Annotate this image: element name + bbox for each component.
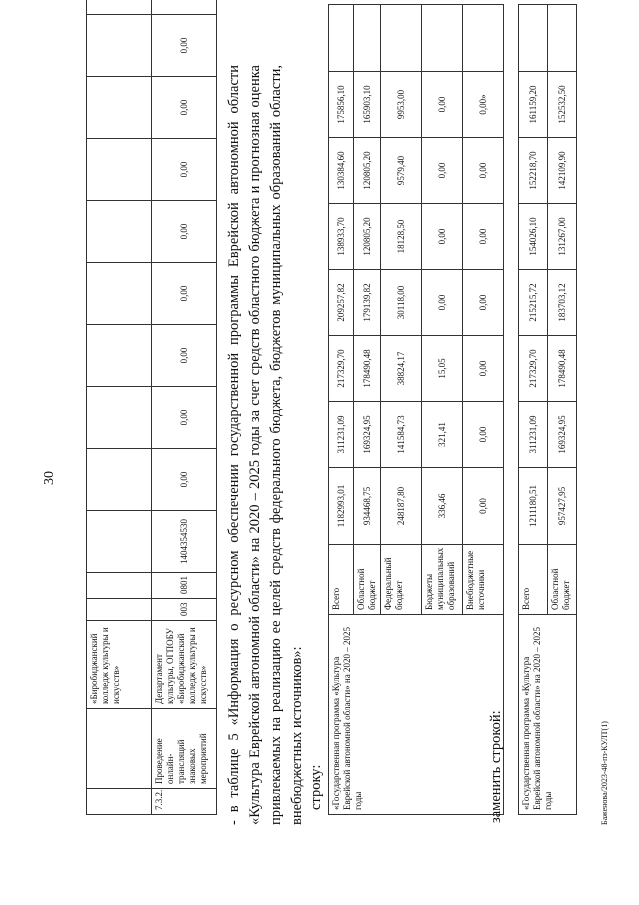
value-cell: 178490,48	[548, 336, 577, 402]
value-cell: 120805,20	[354, 204, 381, 270]
source-cell: Бюджеты муниципальных образований	[422, 545, 463, 615]
table-cell: 0,00	[152, 387, 217, 449]
table-cell: 0,00	[152, 201, 217, 263]
value-cell: 152532,50	[548, 72, 577, 138]
source-cell: Внебюджетные источники	[463, 545, 504, 615]
table-cell: 0,00	[152, 263, 217, 325]
value-cell: 18128,50	[381, 204, 422, 270]
table-row	[152, 0, 217, 815]
value-cell: 0,00	[463, 336, 504, 402]
table-cell: «Биробиджанский колледж культуры и искусств»	[87, 621, 152, 709]
replace-label: заменить строкой:	[488, 710, 504, 823]
value-cell: 9579,40	[381, 138, 422, 204]
value-cell: 0,00	[463, 204, 504, 270]
table-row	[329, 5, 354, 815]
table-cell	[87, 325, 152, 387]
table-cell	[87, 263, 152, 325]
intro-paragraph: - в таблице 5 «Информация о ресурсном обеспечении государственной программы Еврейской автономной области «Культура Еврейской автономной области» на 2020 – 2025 годы за счет средств областного бюджета и прогнозная оценка привлекаемых на реализацию ее целей средств федерального бюджета, бюджетов муниципальных образований области, внебюджетных источников»:	[226, 65, 305, 825]
table-cell: 1404354530	[152, 511, 217, 573]
table-cell: 0,00	[152, 139, 217, 201]
table-cell: 7.3.2.	[152, 789, 217, 815]
value-cell: 130384,60	[329, 138, 354, 204]
value-cell: 0,00	[463, 138, 504, 204]
source-cell: Федеральный бюджет	[381, 545, 422, 615]
page-number: 30	[42, 471, 57, 485]
table-cell	[87, 449, 152, 511]
source-cell: Всего	[329, 545, 354, 615]
table-cell	[87, 573, 152, 599]
value-cell: 179139,82	[354, 270, 381, 336]
table-cell	[548, 5, 577, 72]
value-cell: 15,05	[422, 336, 463, 402]
value-cell: 0,00	[463, 402, 504, 468]
value-cell: 38824,17	[381, 336, 422, 402]
table-cell	[87, 0, 152, 15]
table-cell	[463, 5, 504, 72]
value-cell: 248187,80	[381, 468, 422, 545]
footer-code: Баженова/2023-48-пз-КУЛТ(1)	[600, 721, 609, 825]
value-cell: 209257,82	[329, 270, 354, 336]
value-cell: 934468,75	[354, 468, 381, 545]
value-cell: 131267,00	[548, 204, 577, 270]
table-cell: Проведение онлайн-трансляций знаковых мероприятий	[152, 709, 217, 789]
value-cell: 30118,00	[381, 270, 422, 336]
source-cell: Областной бюджет	[354, 545, 381, 615]
table-row	[519, 5, 548, 815]
value-cell: 957427,95	[548, 468, 577, 545]
value-cell: 120805,20	[354, 138, 381, 204]
value-cell: 175856,10	[329, 72, 354, 138]
table-cell	[87, 387, 152, 449]
table-cell	[87, 511, 152, 573]
table-row	[87, 0, 152, 815]
value-cell: 161159,20	[519, 72, 548, 138]
value-cell: 9953,00	[381, 72, 422, 138]
value-cell: 1211180,51	[519, 468, 548, 545]
program-title-cell: «Государственная программа «Культура Еврейской автономной области» на 2020 – 2025 годы	[519, 615, 577, 815]
value-cell: 0,00	[463, 270, 504, 336]
value-cell: 311231,09	[329, 402, 354, 468]
new-resource-table	[518, 4, 577, 815]
value-cell: 311231,09	[519, 402, 548, 468]
value-cell: 215215,72	[519, 270, 548, 336]
value-cell: 0,00	[422, 204, 463, 270]
value-cell: 217329,70	[519, 336, 548, 402]
value-cell: 0,00	[463, 468, 504, 545]
table-cell	[87, 201, 152, 263]
table-cell: 0,00	[152, 325, 217, 387]
table-cell	[381, 5, 422, 72]
source-cell: Всего	[519, 545, 548, 615]
table-cell: 0801	[152, 573, 217, 599]
value-cell: 0,00	[422, 270, 463, 336]
value-cell: 0,00	[422, 72, 463, 138]
table-cell	[87, 139, 152, 201]
table-cell: Департамент культуры, ОГПОБУ «Биробиджанский колледж культуры и искусств»	[152, 621, 217, 709]
value-cell: 0,00	[422, 138, 463, 204]
table-cell	[87, 15, 152, 77]
value-cell: 141584,73	[381, 402, 422, 468]
row-label: строку:	[308, 764, 324, 810]
value-cell: 217329,70	[329, 336, 354, 402]
table-cell	[519, 5, 548, 72]
value-cell: 169324,95	[548, 402, 577, 468]
table-cell: 0,00	[152, 15, 217, 77]
table-cell	[87, 789, 152, 815]
value-cell: 183703,12	[548, 270, 577, 336]
table-cell	[87, 709, 152, 789]
table-cell: 003	[152, 599, 217, 621]
table-cell	[422, 5, 463, 72]
value-cell: 0,00»	[463, 72, 504, 138]
table-cell: 0,00	[152, 449, 217, 511]
activities-table	[86, 0, 217, 815]
table-cell: 0,00	[152, 77, 217, 139]
table-cell	[87, 77, 152, 139]
value-cell: 154026,10	[519, 204, 548, 270]
value-cell: 336,46	[422, 468, 463, 545]
value-cell: 321,41	[422, 402, 463, 468]
table-cell	[152, 0, 217, 15]
table-cell	[354, 5, 381, 72]
value-cell: 165903,10	[354, 72, 381, 138]
table-cell	[87, 599, 152, 621]
value-cell: 178490,48	[354, 336, 381, 402]
value-cell: 142109,90	[548, 138, 577, 204]
program-title-cell: «Государственная программа «Культура Еврейской автономной области» на 2020 – 2025 годы	[329, 615, 504, 815]
value-cell: 1182993,01	[329, 468, 354, 545]
value-cell: 169324,95	[354, 402, 381, 468]
old-resource-table	[328, 4, 504, 815]
table-cell	[329, 5, 354, 72]
value-cell: 152218,70	[519, 138, 548, 204]
value-cell: 138933,70	[329, 204, 354, 270]
source-cell: Областной бюджет	[548, 545, 577, 615]
